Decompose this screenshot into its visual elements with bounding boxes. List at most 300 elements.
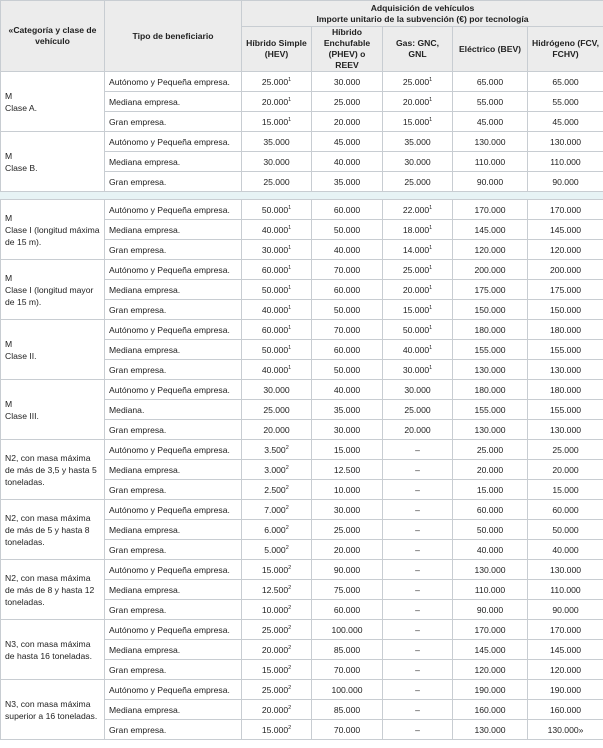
table-header (1, 1, 603, 72)
footnote-marker: 1 (429, 324, 433, 331)
footnote-marker: 1 (288, 76, 292, 83)
footnote-marker: 1 (288, 204, 292, 211)
value-text: 20.000 (263, 424, 290, 435)
value-text: 25.000 (476, 444, 504, 455)
beneficiary-cell: Autónomo y Pequeña empresa. (105, 500, 242, 520)
value-cell (528, 280, 603, 300)
value-text: 130.000 (474, 424, 506, 435)
category-cell (1, 440, 105, 500)
value-text: 15.000 (261, 564, 289, 575)
table-body (1, 72, 603, 740)
value-cell (383, 260, 453, 280)
table-row (1, 440, 603, 460)
value-cell (453, 132, 528, 152)
value-text: 155.000 (549, 404, 582, 415)
value-text: 50.000 (261, 204, 289, 215)
value-cell (528, 440, 603, 460)
header-group (242, 1, 603, 27)
footnote-marker: 1 (429, 96, 433, 103)
table-row (1, 620, 603, 640)
value-cell (383, 340, 453, 360)
footnote-marker: 1 (288, 244, 292, 251)
value-text: 170.000 (549, 624, 582, 635)
category-cell (1, 620, 105, 680)
footnote-marker: 2 (285, 524, 289, 531)
value-text: – (415, 704, 420, 715)
beneficiary-cell: Autónomo y Pequeña empresa. (105, 132, 242, 152)
footnote-marker: 2 (288, 684, 292, 691)
value-cell (528, 540, 603, 560)
value-cell (453, 240, 528, 260)
value-text: 130.000 (549, 424, 582, 435)
value-text: 120.000 (549, 244, 582, 255)
value-cell (383, 240, 453, 260)
value-cell (242, 520, 312, 540)
value-text: – (415, 524, 420, 535)
value-text: 40.000 (333, 156, 361, 167)
value-cell (453, 520, 528, 540)
footnote-marker: 1 (429, 304, 433, 311)
value-cell (383, 220, 453, 240)
header-tech-fcv: Hidrógeno (FCV, FCHV) (528, 27, 603, 72)
category-cell (1, 560, 105, 620)
value-cell (383, 660, 453, 680)
footnote-marker: 2 (285, 504, 289, 511)
beneficiary-cell: Mediana. (105, 400, 242, 420)
value-cell (312, 500, 383, 520)
beneficiary-cell: Gran empresa. (105, 240, 242, 260)
value-text: 30.000 (404, 156, 431, 167)
footnote-marker: 1 (288, 304, 292, 311)
value-text: 25.000 (261, 624, 289, 635)
value-cell (528, 340, 603, 360)
value-text: – (415, 444, 420, 455)
value-text: 3.000 (264, 464, 286, 475)
beneficiary-cell: Autónomo y Pequeña empresa. (105, 620, 242, 640)
value-text: – (415, 684, 420, 695)
value-text: 20.000 (333, 116, 361, 127)
value-text: 50.000 (333, 304, 361, 315)
footnote-marker: 1 (288, 324, 292, 331)
value-cell (383, 500, 453, 520)
beneficiary-cell: Autónomo y Pequeña empresa. (105, 680, 242, 700)
value-cell (453, 200, 528, 220)
value-text: 55.000 (552, 96, 579, 107)
header-category: «Categoría y clase de vehículo (1, 1, 105, 72)
footnote-marker: 2 (288, 604, 292, 611)
value-cell (312, 420, 383, 440)
value-cell (242, 640, 312, 660)
value-cell (242, 200, 312, 220)
beneficiary-cell: Autónomo y Pequeña empresa. (105, 260, 242, 280)
value-text: 10.000 (333, 484, 361, 495)
value-text: 65.000 (476, 76, 504, 87)
header-tech-phev: Híbrido Enchufable (PHEV) o REEV (312, 27, 383, 72)
footnote-marker: 1 (429, 116, 433, 123)
value-cell (242, 480, 312, 500)
value-cell (453, 112, 528, 132)
value-text: 15.000 (402, 116, 430, 127)
beneficiary-cell: Mediana empresa. (105, 520, 242, 540)
value-text: 150.000 (474, 304, 506, 315)
value-text: 60.000 (552, 504, 579, 515)
value-text: 25.000 (402, 76, 430, 87)
category-label: M (5, 272, 13, 283)
value-text: 155.000 (474, 404, 506, 415)
value-text: 25.000 (333, 524, 361, 535)
category-cell (1, 380, 105, 440)
beneficiary-cell: Mediana empresa. (105, 640, 242, 660)
value-text: 150.000 (549, 304, 582, 315)
footnote-marker: 1 (288, 224, 292, 231)
beneficiary-cell: Gran empresa. (105, 660, 242, 680)
value-text: 130.000» (547, 724, 584, 735)
value-cell (528, 240, 603, 260)
value-text: 75.000 (333, 584, 361, 595)
value-text: 100.000 (331, 624, 363, 635)
value-text: 130.000 (474, 136, 506, 147)
value-text: 90.000 (552, 604, 579, 615)
value-text: 130.000 (549, 136, 582, 147)
value-text: 20.000 (261, 644, 289, 655)
value-cell (383, 540, 453, 560)
value-text: 60.000 (333, 604, 361, 615)
value-text: 50.000 (261, 284, 289, 295)
beneficiary-cell: Gran empresa. (105, 720, 242, 740)
value-text: 60.000 (333, 284, 361, 295)
category-label: Clase B. (5, 162, 38, 173)
beneficiary-cell: Autónomo y Pequeña empresa. (105, 380, 242, 400)
value-text: – (415, 644, 420, 655)
value-text: 70.000 (333, 324, 361, 335)
value-text: 130.000 (549, 564, 582, 575)
footnote-marker: 1 (288, 364, 292, 371)
value-text: 30.000 (333, 504, 361, 515)
beneficiary-cell: Mediana empresa. (105, 92, 242, 112)
value-cell (312, 720, 383, 740)
value-cell (242, 420, 312, 440)
value-cell (528, 500, 603, 520)
value-cell (453, 72, 528, 92)
value-cell (453, 92, 528, 112)
beneficiary-cell: Autónomo y Pequeña empresa. (105, 320, 242, 340)
value-cell (242, 440, 312, 460)
value-cell (242, 72, 312, 92)
value-text: – (415, 464, 420, 475)
category-label: N2, con masa máxima de más de 3,5 y hasta 5 toneladas. (5, 452, 97, 487)
footnote-marker: 2 (288, 644, 292, 651)
value-cell (453, 500, 528, 520)
value-cell (383, 620, 453, 640)
value-cell (312, 580, 383, 600)
value-cell (312, 260, 383, 280)
beneficiary-cell: Gran empresa. (105, 480, 242, 500)
category-label: Clase A. (5, 102, 38, 113)
table-row (1, 72, 603, 92)
value-text: 20.000 (552, 464, 579, 475)
value-cell (383, 580, 453, 600)
value-cell (528, 660, 603, 680)
value-text: 25.000 (263, 176, 290, 187)
beneficiary-cell: Mediana empresa. (105, 700, 242, 720)
value-text: 45.000 (552, 116, 579, 127)
value-cell (312, 520, 383, 540)
value-text: 70.000 (333, 264, 361, 275)
value-text: 60.000 (261, 324, 289, 335)
value-cell (312, 240, 383, 260)
section-spacer (1, 192, 603, 200)
value-cell (312, 680, 383, 700)
beneficiary-cell: Mediana empresa. (105, 280, 242, 300)
value-cell (383, 92, 453, 112)
value-text: 25.000 (404, 404, 431, 415)
value-cell (383, 200, 453, 220)
value-text: 110.000 (474, 156, 506, 167)
value-cell (528, 620, 603, 640)
value-text: 120.000 (474, 664, 506, 675)
value-text: 20.000 (261, 704, 289, 715)
value-text: 22.000 (402, 204, 430, 215)
header-group-title: Adquisición de vehículos (370, 2, 475, 13)
value-cell (453, 540, 528, 560)
value-cell (528, 400, 603, 420)
footnote-marker: 1 (288, 96, 292, 103)
footnote-marker: 1 (288, 344, 292, 351)
footnote-marker: 2 (285, 444, 289, 451)
value-cell (453, 400, 528, 420)
value-cell (453, 620, 528, 640)
value-cell (383, 380, 453, 400)
value-cell (528, 220, 603, 240)
value-text: 170.000 (474, 204, 506, 215)
value-text: – (415, 484, 420, 495)
value-cell (242, 172, 312, 192)
value-text: 60.000 (476, 504, 504, 515)
value-text: 130.000 (474, 564, 506, 575)
value-text: 145.000 (474, 644, 506, 655)
value-cell (453, 300, 528, 320)
category-cell (1, 72, 105, 132)
table-row (1, 560, 603, 580)
value-text: 25.000 (263, 404, 290, 415)
footnote-marker: 1 (429, 224, 433, 231)
value-cell (242, 460, 312, 480)
value-cell (312, 300, 383, 320)
header-tech-gas: Gas: GNC, GNL (383, 27, 453, 72)
value-cell (242, 340, 312, 360)
value-cell (528, 172, 603, 192)
table-row (1, 500, 603, 520)
value-cell (528, 112, 603, 132)
value-cell (528, 72, 603, 92)
footnote-marker: 2 (288, 724, 292, 731)
value-cell (312, 660, 383, 680)
value-cell (528, 360, 603, 380)
value-text: 3.500 (264, 444, 286, 455)
value-cell (528, 680, 603, 700)
value-text: 40.000 (333, 384, 361, 395)
category-label: Clase I (longitud máxima de 15 m). (5, 224, 100, 247)
value-text: 50.000 (552, 524, 579, 535)
beneficiary-cell: Mediana empresa. (105, 460, 242, 480)
value-cell (312, 400, 383, 420)
value-text: 90.000 (333, 564, 361, 575)
value-cell (312, 152, 383, 172)
value-cell (453, 460, 528, 480)
value-text: 30.000 (263, 384, 290, 395)
value-cell (383, 460, 453, 480)
value-text: 5.000 (264, 544, 286, 555)
footnote-marker: 1 (429, 284, 433, 291)
value-text: 85.000 (333, 704, 361, 715)
value-text: 180.000 (549, 384, 582, 395)
value-cell (453, 640, 528, 660)
value-cell (242, 360, 312, 380)
value-cell (383, 720, 453, 740)
value-text: 20.000 (404, 424, 431, 435)
value-cell (528, 460, 603, 480)
footnote-marker: 1 (429, 264, 433, 271)
value-text: 45.000 (476, 116, 504, 127)
value-cell (528, 600, 603, 620)
value-text: 30.000 (263, 156, 290, 167)
value-cell (383, 560, 453, 580)
value-text: 45.000 (333, 136, 361, 147)
value-text: 120.000 (549, 664, 582, 675)
value-text: 110.000 (550, 584, 581, 595)
value-cell (528, 380, 603, 400)
footnote-marker: 2 (285, 464, 289, 471)
value-cell (312, 320, 383, 340)
value-cell (453, 172, 528, 192)
value-text: 160.000 (549, 704, 582, 715)
category-label: M (5, 398, 13, 409)
footnote-marker: 1 (288, 264, 292, 271)
category-label: M (5, 338, 13, 349)
value-cell (383, 112, 453, 132)
value-cell (312, 620, 383, 640)
value-text: 130.000 (474, 364, 506, 375)
value-cell (242, 260, 312, 280)
value-cell (453, 152, 528, 172)
value-text: 15.000 (552, 484, 579, 495)
value-cell (312, 700, 383, 720)
value-cell (453, 280, 528, 300)
value-text: 90.000 (552, 176, 579, 187)
footnote-marker: 1 (288, 116, 292, 123)
category-label: M (5, 90, 13, 101)
value-cell (242, 700, 312, 720)
value-text: 15.000 (261, 116, 289, 127)
value-cell (383, 640, 453, 660)
value-cell (312, 380, 383, 400)
category-cell (1, 680, 105, 740)
value-cell (528, 640, 603, 660)
value-text: 155.000 (549, 344, 582, 355)
value-cell (453, 220, 528, 240)
category-cell (1, 132, 105, 192)
footnote-marker: 2 (288, 664, 292, 671)
value-text: 14.000 (402, 244, 430, 255)
value-text: 20.000 (333, 544, 361, 555)
value-text: – (415, 724, 420, 735)
value-cell (242, 660, 312, 680)
footnote-marker: 2 (288, 564, 292, 571)
value-cell (453, 380, 528, 400)
value-cell (528, 92, 603, 112)
value-cell (383, 172, 453, 192)
value-cell (242, 320, 312, 340)
value-text: – (415, 584, 420, 595)
value-cell (453, 580, 528, 600)
footnote-marker: 2 (285, 544, 289, 551)
header-tech-bev: Eléctrico (BEV) (453, 27, 528, 72)
beneficiary-cell: Gran empresa. (105, 600, 242, 620)
value-text: 70.000 (333, 664, 361, 675)
value-text: 110.000 (474, 584, 506, 595)
value-text: 60.000 (333, 344, 361, 355)
value-cell (312, 600, 383, 620)
value-text: 180.000 (549, 324, 582, 335)
value-cell (528, 560, 603, 580)
value-cell (453, 320, 528, 340)
value-cell (242, 152, 312, 172)
value-text: 25.000 (552, 444, 579, 455)
value-text: 70.000 (333, 724, 361, 735)
value-cell (528, 720, 603, 740)
value-cell (383, 680, 453, 700)
value-cell (528, 480, 603, 500)
table-row (1, 132, 603, 152)
value-text: 170.000 (474, 624, 506, 635)
value-text: 145.000 (474, 224, 506, 235)
value-cell (242, 560, 312, 580)
table-row (1, 260, 603, 280)
value-cell (383, 72, 453, 92)
value-text: 12.500 (333, 464, 361, 475)
value-cell (312, 440, 383, 460)
header-beneficiary: Tipo de beneficiario (105, 1, 242, 72)
header-group-subtitle: Importe unitario de la subvención (€) por tecnología (316, 13, 529, 24)
value-cell (453, 440, 528, 460)
value-text: 145.000 (549, 644, 582, 655)
value-text: 25.000 (333, 96, 361, 107)
value-text: 60.000 (333, 204, 361, 215)
value-text: 55.000 (476, 96, 504, 107)
value-cell (528, 200, 603, 220)
table-row (1, 380, 603, 400)
category-cell (1, 260, 105, 320)
value-cell (528, 580, 603, 600)
beneficiary-cell: Gran empresa. (105, 172, 242, 192)
value-text: 40.000 (476, 544, 504, 555)
value-cell (383, 132, 453, 152)
value-text: 40.000 (261, 364, 289, 375)
value-cell (453, 360, 528, 380)
value-cell (528, 420, 603, 440)
value-text: – (415, 504, 420, 515)
value-cell (242, 380, 312, 400)
value-text: 100.000 (331, 684, 363, 695)
beneficiary-cell: Gran empresa. (105, 300, 242, 320)
category-label: N2, con masa máxima de más de 8 y hasta 12 toneladas. (5, 572, 95, 607)
value-cell (312, 460, 383, 480)
value-text: 40.000 (552, 544, 579, 555)
value-text: 90.000 (476, 604, 504, 615)
value-cell (242, 240, 312, 260)
value-text: 20.000 (402, 96, 430, 107)
value-cell (383, 360, 453, 380)
